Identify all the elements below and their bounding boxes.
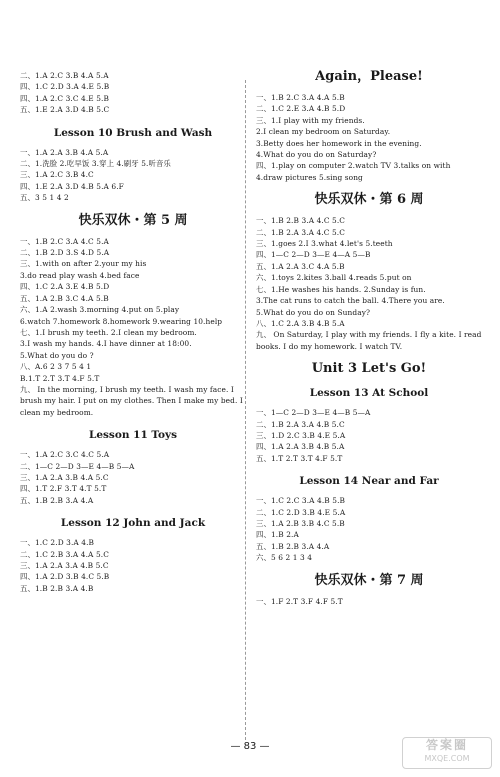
left-answer-line: 一、1.A 2.A 3.B 4.A 5.A (20, 147, 109, 157)
left-answer-line: 四、1.A 2.D 3.B 4.C 5.B (20, 572, 110, 582)
right-answer-paragraph: 九、 On Saturday, I play with my friends. I fly a kite. I read books. I do my homework. I watch TV. (256, 330, 482, 351)
right-answer-line: 七、1.He washes his hands. 2.Sunday is fun. (256, 284, 426, 294)
watermark-logo (402, 737, 492, 769)
left-answer-line: 一、1.C 2.D 3.A 4.B (20, 538, 95, 548)
left-answer-line: 八、A.6 2 3 7 5 4 1 (20, 362, 92, 372)
right-answer-line: 一、1—C 2—D 3—E 4—B 5—A (256, 408, 371, 418)
left-answer-line: 五、3 5 1 4 2 (20, 193, 69, 203)
left-section-heading: Lesson 11 Toys (88, 429, 178, 442)
right-section-heading: 快乐双休・第 7 周 (314, 572, 424, 588)
page-number: — 83 — (230, 741, 270, 752)
left-answer-paragraph: 九、 In the morning, I brush my teeth. I wash my face. I brush my hair. I put on my clothes. Then I make my bed. I clean my bedroom. (20, 384, 243, 417)
right-answer-line: 2.I clean my bedroom on Saturday. (256, 127, 391, 137)
left-answer-line: 一、1.A 2.C 3.C 4.C 5.A (20, 450, 110, 460)
left-column (20, 70, 246, 594)
right-section-heading: Unit 3 Let's Go! (311, 361, 427, 377)
right-answer-line: 一、1.B 2.C 3.A 4.A 5.B (256, 93, 345, 102)
left-answer-line: 六、1.A 2.wash 3.morning 4.put on 5.play (20, 305, 180, 315)
right-answer-line: 二、1.C 2.E 3.A 4.B 5.D (256, 104, 346, 114)
left-answer-line: 5.What do you do ? (20, 350, 94, 360)
left-answer-line: 五、1.B 2.B 3.A 4.A (20, 495, 94, 505)
right-answer-line: 三、1.A 2.B 3.B 4.C 5.B (256, 518, 345, 528)
left-answer-line: 二、1.A 2.C 3.B 4.A 5.A (20, 71, 109, 80)
left-answer-line: 五、1.A 2.B 3.C 4.A 5.B (20, 293, 109, 303)
right-section-heading: Again，Please! (315, 69, 423, 84)
left-answer-line: 四、1.C 2.D 3.A 4.E 5.B (20, 82, 110, 92)
left-section-heading: Lesson 12 John and Jack (60, 517, 206, 530)
right-answer-line: 六、1.toys 2.kites 3.ball 4.reads 5.put on (256, 273, 412, 283)
right-answer-line: 一、1.C 2.C 3.A 4.B 5.B (256, 496, 346, 506)
left-answer-line: 6.watch 7.homework 8.homework 9.wearing 10.help (20, 316, 223, 326)
left-answer-line: 三、1.A 2.A 3.A 4.B 5.C (20, 561, 109, 570)
right-answer-line: 五、1.B 2.B 3.A 4.A (256, 541, 330, 551)
right-answer-line: 五、1.A 2.A 3.C 4.A 5.B (256, 261, 345, 271)
right-answer-line: 4.draw pictures 5.sing song (256, 172, 363, 182)
left-answer-line: 二、1.B 2.D 3.S 4.D 5.A (20, 248, 110, 258)
watermark-bottom: MXQE.COM (424, 754, 470, 763)
left-answer-line: 四、1.C 2.A 3.E 4.B 5.D (20, 282, 110, 292)
right-answer-line: 四、1.play on computer 2.watch TV 3.talks on with (256, 161, 451, 171)
right-answer-line: 3.The cat runs to catch the ball. 4.There you are. (256, 296, 445, 306)
right-answer-line: 3.Betty does her homework in the evening. (256, 138, 422, 148)
right-answer-line: 四、1.A 2.A 3.B 4.B 5.A (256, 442, 345, 452)
right-answer-line: 三、1.I play with my friends. (256, 115, 365, 125)
right-answer-line: 二、1.B 2.A 3.A 4.B 5.C (256, 419, 345, 429)
left-answer-line: 三、1.A 2.A 3.B 4.A 5.C (20, 472, 109, 482)
right-answer-line: 二、1.B 2.A 3.A 4.C 5.C (256, 227, 345, 237)
left-answer-line: 3.I wash my hands. 4.I have dinner at 18:00. (20, 339, 192, 349)
left-answer-line: 3.do read play wash 4.bed face (20, 270, 140, 280)
left-answer-line: 四、1.E 2.A 3.D 4.B 5.A 6.F (20, 181, 124, 191)
right-answer-line: 一、1.B 2.B 3.A 4.C 5.C (256, 216, 346, 226)
right-answer-line: 5.What do you do on Sunday? (256, 307, 371, 317)
left-answer-line: 四、1.T 2.F 3.T 4.T 5.T (20, 484, 107, 494)
right-answer-line: 一、1.F 2.T 3.F 4.F 5.T (256, 596, 343, 606)
right-section-heading: Lesson 14 Near and Far (299, 475, 439, 488)
left-answer-line: 五、1.E 2.A 3.D 4.B 5.C (20, 105, 110, 115)
right-answer-line: 三、1.goes 2.I 3.what 4.let's 5.teeth (256, 239, 393, 249)
left-section-heading: 快乐双休・第 5 周 (78, 212, 188, 228)
left-answer-line: 二、1.洗脸 2.吃早饭 3.穿上 4.刷牙 5.听音乐 (20, 159, 171, 169)
right-section-heading: 快乐双休・第 6 周 (314, 192, 424, 208)
left-answer-line: 五、1.B 2.B 3.A 4.B (20, 583, 94, 593)
right-section-heading: Lesson 13 At School (309, 387, 429, 400)
left-answer-line: B.1.T 2.T 3.T 4.F 5.T (20, 373, 100, 383)
left-answer-line: 二、1.C 2.B 3.A 4.A 5.C (20, 549, 109, 559)
right-column (256, 70, 482, 607)
left-answer-line: 三、1.with on after 2.your my his (20, 259, 147, 269)
right-answer-line: 三、1.D 2.C 3.B 4.E 5.A (256, 430, 346, 440)
left-answer-line: 一、1.B 2.C 3.A 4.C 5.A (20, 236, 109, 246)
right-answer-line: 六、5 6 2 1 3 4 (256, 553, 313, 563)
right-answer-line: 二、1.C 2.D 3.B 4.E 5.A (256, 507, 346, 517)
right-answer-line: 五、1.T 2.T 3.T 4.F 5.T (256, 453, 343, 463)
left-answer-line: 三、1.A 2.C 3.B 4.C (20, 170, 94, 180)
right-answer-line: 4.What do you do on Saturday? (256, 150, 377, 160)
right-answer-line: 八、1.C 2.A 3.B 4.B 5.A (256, 318, 345, 328)
right-answer-line: 四、1—C 2—D 3—E 4—A 5—B (256, 250, 371, 260)
left-section-heading: Lesson 10 Brush and Wash (53, 126, 213, 139)
right-answer-line: 四、1.B 2.A (256, 530, 299, 540)
left-answer-line: 四、1.A 2.C 3.C 4.E 5.B (20, 93, 110, 103)
left-answer-line: 七、1.I brush my teeth. 2.I clean my bedroom. (20, 327, 197, 337)
watermark-top: 答案圈 (425, 738, 468, 752)
left-answer-line: 二、1—C 2—D 3—E 4—B 5—A (20, 461, 135, 471)
